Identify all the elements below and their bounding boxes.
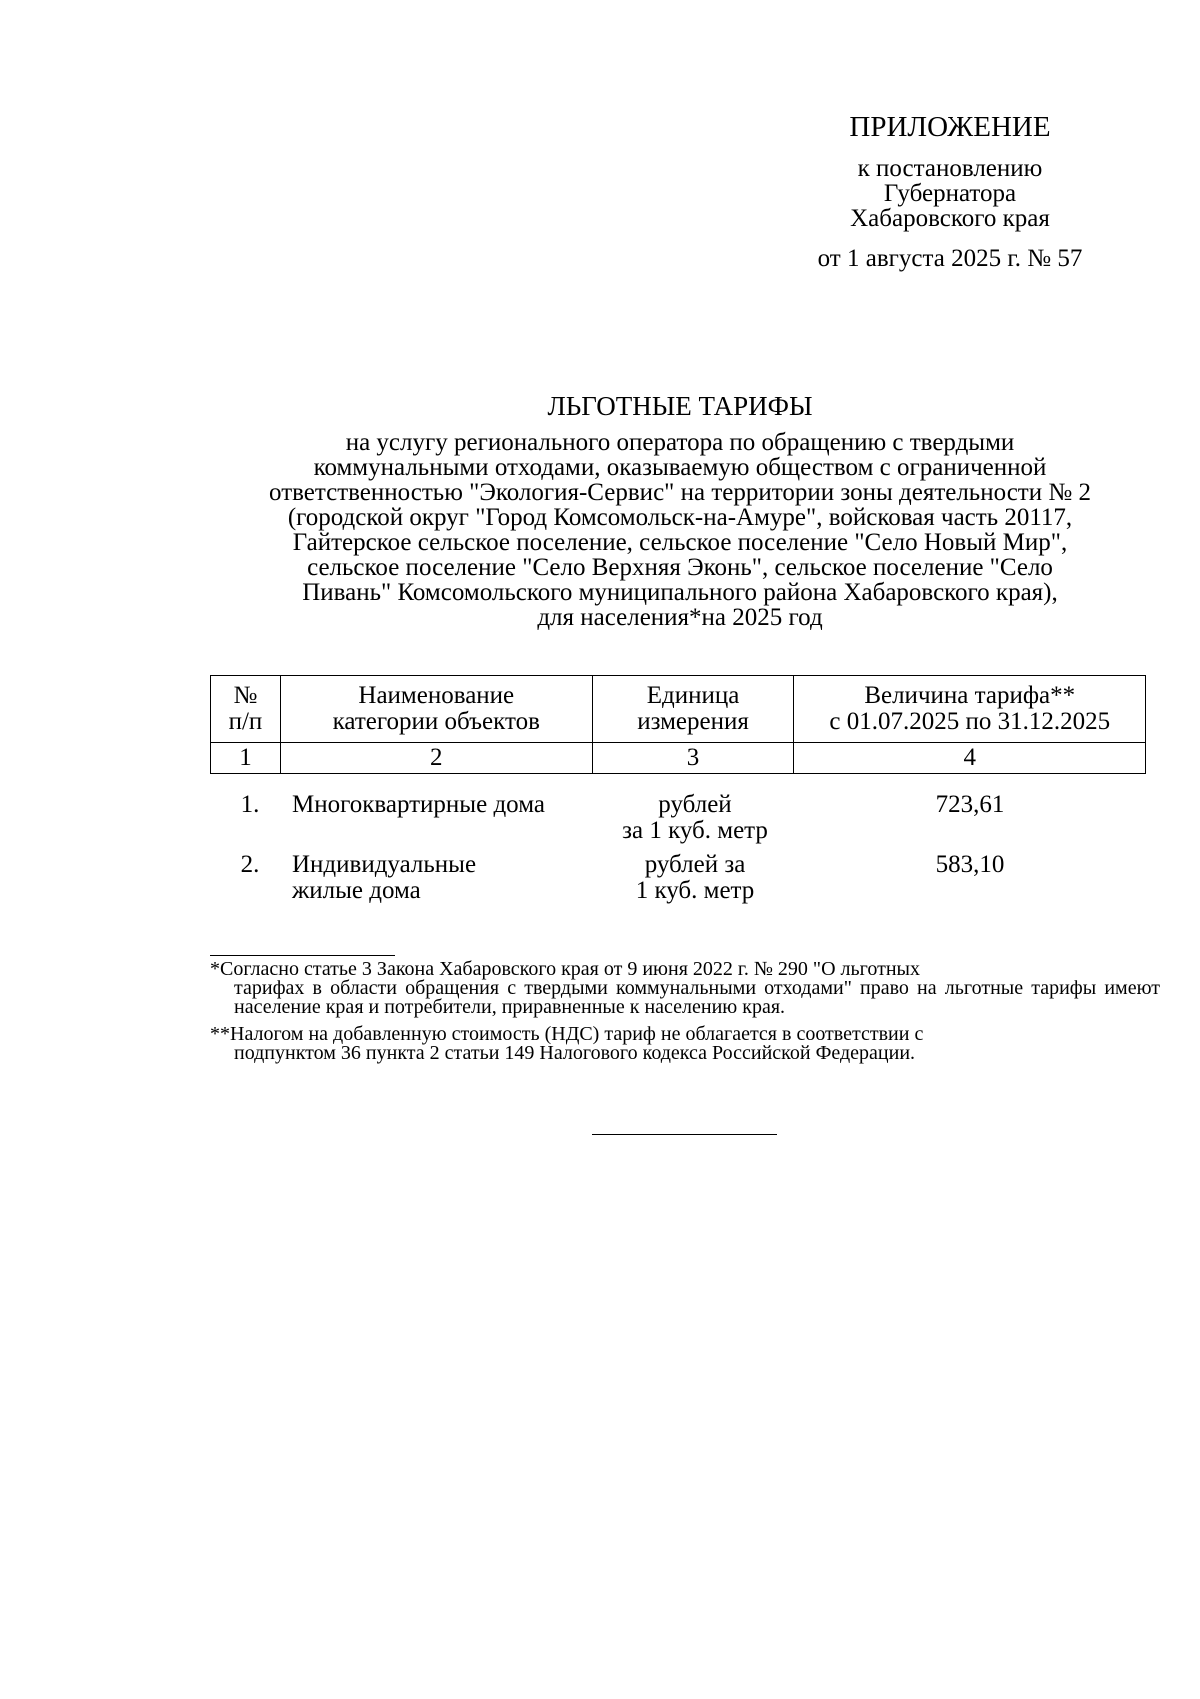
appendix-heading: ПРИЛОЖЕНИЕ <box>849 111 1051 143</box>
header-line: Единица <box>646 682 740 709</box>
footnote-text-first: Налогом на добавленную стоимость (НДС) тариф не облагается в соответствии с <box>230 1023 924 1045</box>
category-line: Индивидуальные <box>292 851 477 878</box>
column-number: 2 <box>280 743 592 774</box>
table-row <box>210 852 1146 910</box>
row-number: 1. <box>240 791 260 818</box>
document-title: ЛЬГОТНЫЕ ТАРИФЫ <box>547 391 813 421</box>
footnote-text-first: Согласно статье 3 Закона Хабаровского края от 9 июня 2022 г. № 290 "О льготных <box>220 958 920 980</box>
footnote-mark: ** <box>210 1023 230 1045</box>
tariff-table-header <box>210 675 1146 774</box>
subtitle-line: (городской округ "Город Комсомольск-на-Амуре", войсковая часть 20117, <box>287 504 1073 531</box>
footnote-mark: * <box>210 958 220 980</box>
header-line: № <box>233 682 258 709</box>
header-number <box>211 676 281 743</box>
row-unit <box>595 852 795 904</box>
subtitle-line: сельское поселение "Село Верхняя Эконь", сельское поселение "Село <box>307 554 1053 581</box>
unit-line: за 1 куб. метр <box>622 817 768 844</box>
appendix-block <box>780 112 1120 273</box>
header-line: категории объектов <box>332 708 540 735</box>
subtitle-line: Пивань" Комсомольского муниципального района Хабаровского края), <box>302 579 1058 606</box>
unit-line: 1 куб. метр <box>635 877 755 904</box>
unit-line: рублей за <box>644 851 746 878</box>
column-number: 4 <box>794 743 1146 774</box>
category-line: Многоквартирные дома <box>292 791 545 818</box>
appendix-date: от 1 августа 2025 г. № 57 <box>817 244 1083 272</box>
header-line: с 01.07.2025 по 31.12.2025 <box>829 708 1111 735</box>
subtitle-line: коммунальными отходами, оказываемую обществом с ограниченной <box>313 454 1047 481</box>
footnotes <box>210 960 1160 1071</box>
header-line: п/п <box>228 708 263 735</box>
subtitle-line: на услугу регионального оператора по обращению с твердыми <box>345 429 1015 456</box>
header-unit <box>592 676 794 743</box>
header-line: Величина тарифа** <box>864 682 1076 709</box>
header-category <box>280 676 592 743</box>
footnote-divider <box>210 955 395 956</box>
subtitle-line: Гайтерское сельское поселение, сельское поселение "Село Новый Мир", <box>292 529 1068 556</box>
appendix-line: к постановлению <box>857 154 1043 182</box>
footnote-text-rest: тарифах в области обращения с твердыми коммунальными отходами" право на льготные тарифы имеют население края и потребители, приравненные к населению края. <box>234 977 1160 1018</box>
footnote <box>210 960 1160 1017</box>
appendix-line: Губернатора <box>883 179 1017 207</box>
unit-line: рублей <box>658 791 732 818</box>
subtitle-line: для населения*на 2025 год <box>537 604 823 631</box>
column-number-row <box>211 743 1146 774</box>
category-line: жилые дома <box>292 877 421 904</box>
header-tariff <box>794 676 1146 743</box>
table-header-row <box>211 676 1146 743</box>
document-subtitle <box>190 430 1170 630</box>
end-divider <box>592 1134 777 1135</box>
appendix-line: Хабаровского края <box>850 204 1050 232</box>
row-category <box>292 792 592 818</box>
header-line: Наименование <box>358 682 515 709</box>
subtitle-line: ответственностью "Экология-Сервис" на территории зоны деятельности № 2 <box>269 479 1091 506</box>
footnote-text-rest: подпунктом 36 пункта 2 статьи 149 Налогового кодекса Российской Федерации. <box>234 1042 916 1064</box>
tariff-table-body <box>210 792 1146 912</box>
row-tariff-value: 583,10 <box>935 851 1005 878</box>
table-row <box>210 792 1146 850</box>
row-category <box>292 852 592 904</box>
row-number: 2. <box>240 851 260 878</box>
column-number: 3 <box>592 743 794 774</box>
header-line: измерения <box>637 708 749 735</box>
footnote <box>210 1025 1160 1063</box>
row-unit <box>595 792 795 844</box>
row-tariff-value: 723,61 <box>935 791 1005 818</box>
column-number: 1 <box>211 743 281 774</box>
